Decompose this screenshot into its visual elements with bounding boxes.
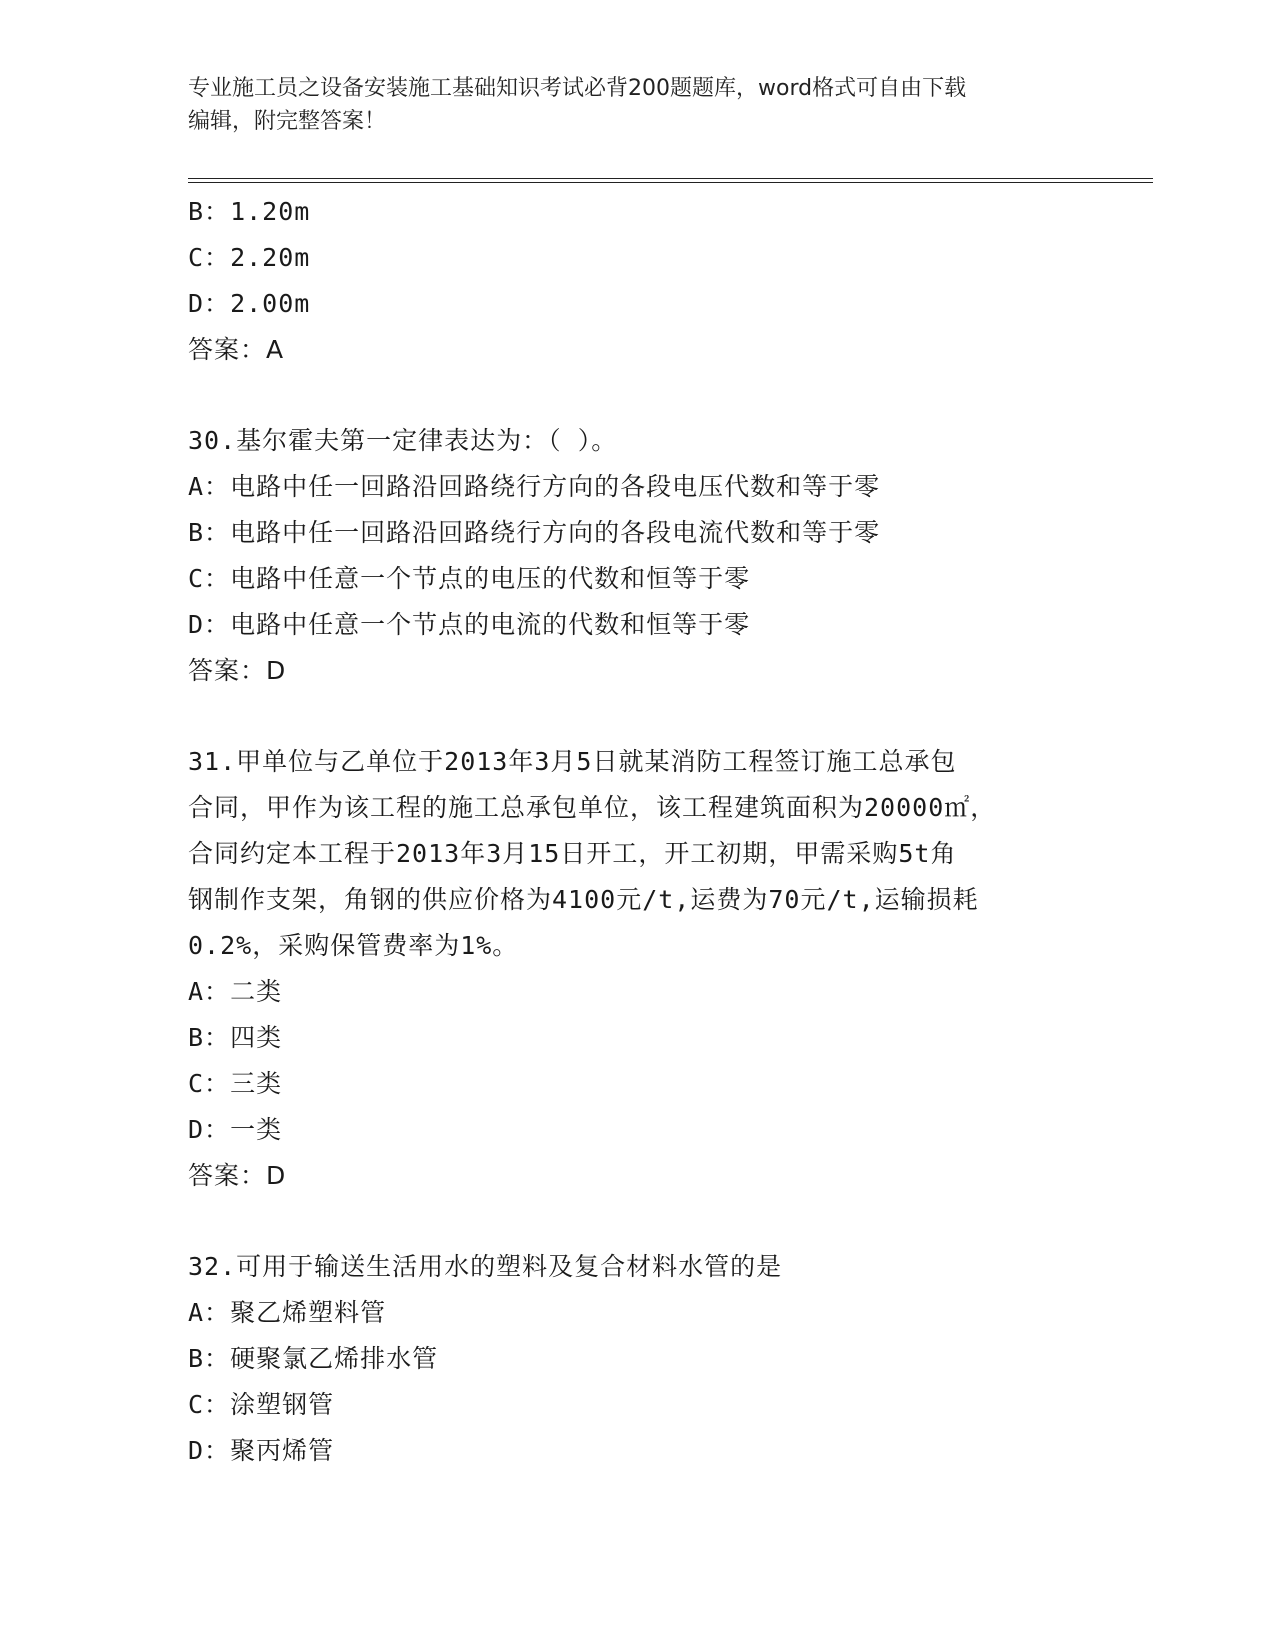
option-text: 电路中任一回路沿回路绕行方向的各段电流代数和等于零 bbox=[230, 518, 881, 547]
option-key: B： bbox=[188, 1023, 231, 1052]
option-text: 电路中任意一个节点的电压的代数和恒等于零 bbox=[230, 564, 751, 593]
answer-line: 答案：A bbox=[188, 335, 285, 364]
question-31 bbox=[188, 739, 1088, 1199]
option-text: 三类 bbox=[230, 1069, 283, 1098]
option-text: 1.20m bbox=[230, 197, 311, 226]
option-d bbox=[188, 1428, 1088, 1474]
question-32 bbox=[188, 1244, 1088, 1474]
option-text: 二类 bbox=[230, 977, 283, 1006]
option-text: 2.20m bbox=[230, 243, 311, 272]
option-key: C： bbox=[188, 243, 231, 272]
option-key: A： bbox=[188, 977, 231, 1006]
option-text: 硬聚氯乙烯排水管 bbox=[230, 1344, 439, 1373]
option-text: 2.00m bbox=[230, 289, 311, 318]
header-divider-bottom bbox=[188, 182, 1153, 183]
option-key: D： bbox=[188, 1436, 231, 1465]
question-text-line: 合同，甲作为该工程的施工总承包单位，该工程建筑面积为20000㎡， bbox=[188, 793, 997, 822]
option-d bbox=[188, 1107, 1088, 1153]
option-text: 涂塑钢管 bbox=[230, 1390, 335, 1419]
option-a bbox=[188, 969, 1088, 1015]
option-text: 一类 bbox=[230, 1115, 283, 1144]
option-text: 电路中任一回路沿回路绕行方向的各段电压代数和等于零 bbox=[230, 472, 881, 501]
option-key: A： bbox=[188, 1298, 231, 1327]
question-29-tail bbox=[188, 189, 1088, 373]
option-key: A： bbox=[188, 472, 231, 501]
question-text-line: 钢制作支架，角钢的供应价格为4100元/t,运费为70元/t,运输损耗 bbox=[188, 885, 979, 914]
option-b bbox=[188, 1336, 1088, 1382]
question-text-line: 合同约定本工程于2013年3月15日开工，开工初期，甲需采购5t角 bbox=[188, 839, 957, 868]
option-c bbox=[188, 1061, 1088, 1107]
option-c bbox=[188, 1382, 1088, 1428]
option-key: D： bbox=[188, 1115, 231, 1144]
option-b bbox=[188, 1015, 1088, 1061]
option-key: B： bbox=[188, 1344, 231, 1373]
answer-line: 答案：D bbox=[188, 1161, 287, 1190]
option-b bbox=[188, 189, 1088, 235]
option-a bbox=[188, 1290, 1088, 1336]
question-text: 32.可用于输送生活用水的塑料及复合材料水管的是 bbox=[188, 1252, 783, 1281]
option-d bbox=[188, 602, 1088, 648]
option-key: D： bbox=[188, 289, 231, 318]
option-c bbox=[188, 235, 1088, 281]
question-text-line: 31.甲单位与乙单位于2013年3月5日就某消防工程签订施工总承包 bbox=[188, 747, 957, 776]
answer-line: 答案：D bbox=[188, 656, 287, 685]
option-key: B： bbox=[188, 197, 231, 226]
option-d bbox=[188, 281, 1088, 327]
question-text: 30.基尔霍夫第一定律表达为：（ ）。 bbox=[188, 426, 618, 455]
option-text: 四类 bbox=[230, 1023, 283, 1052]
question-30 bbox=[188, 418, 1088, 694]
option-c bbox=[188, 556, 1088, 602]
header-divider-top bbox=[188, 178, 1153, 179]
header-title-line-2: 编辑，附完整答案！ bbox=[188, 109, 387, 134]
option-text: 聚丙烯管 bbox=[230, 1436, 335, 1465]
page-header bbox=[188, 72, 1088, 138]
option-key: C： bbox=[188, 564, 231, 593]
option-text: 电路中任意一个节点的电流的代数和恒等于零 bbox=[230, 610, 751, 639]
option-text: 聚乙烯塑料管 bbox=[230, 1298, 387, 1327]
option-key: C： bbox=[188, 1069, 231, 1098]
option-a bbox=[188, 464, 1088, 510]
option-key: D： bbox=[188, 610, 231, 639]
option-b bbox=[188, 510, 1088, 556]
question-text-line: 0.2%，采购保管费率为1%。 bbox=[188, 931, 519, 960]
option-key: B： bbox=[188, 518, 231, 547]
header-title-line-1: 专业施工员之设备安装施工基础知识考试必背200题题库，word格式可自由下载 bbox=[188, 76, 967, 101]
option-key: C： bbox=[188, 1390, 231, 1419]
question-list bbox=[188, 189, 1088, 1474]
